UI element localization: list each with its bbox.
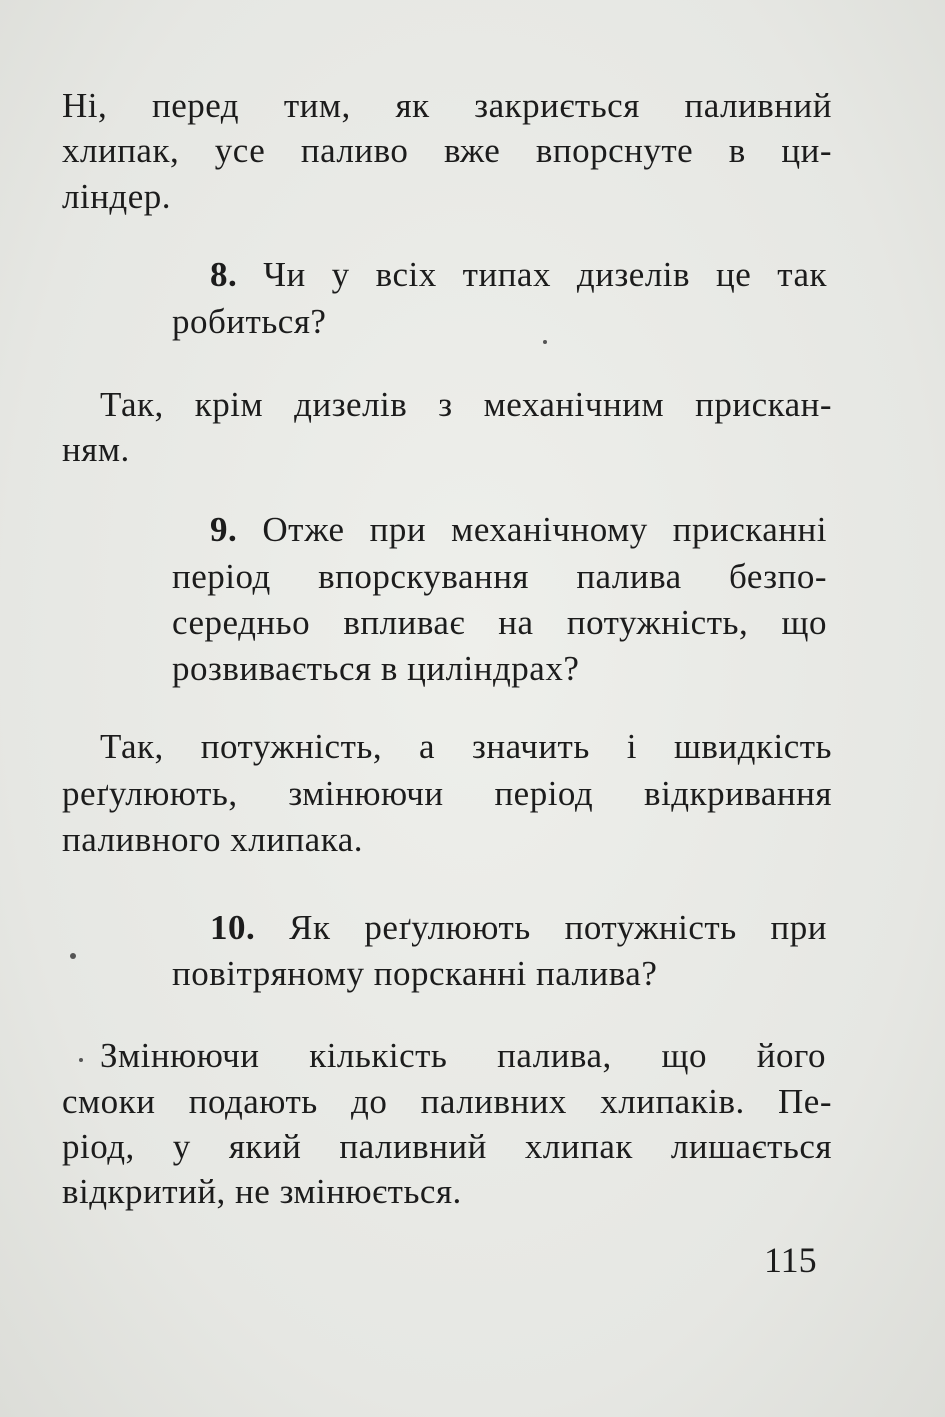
answer-line: Так, потужність, а значить і швидкість <box>100 727 832 766</box>
answer-line: паливного хлипака. <box>62 820 363 859</box>
answer-line: Ні, перед тим, як закриється паливний <box>62 86 832 125</box>
question-line: робиться? <box>172 302 327 341</box>
question-line: період впорскування палива безпо- <box>172 557 827 596</box>
question-number: 10. <box>210 908 256 947</box>
ink-speck <box>543 340 547 344</box>
answer-line: хлипак, усе паливо вже впорснуте в ци- <box>62 131 832 170</box>
answer-line: Змінюючи кількість палива, що його <box>100 1036 826 1075</box>
question-line: розвивається в циліндрах? <box>172 649 580 688</box>
answer-line: ліндер. <box>62 177 172 216</box>
question-line: середньо впливає на потужність, що <box>172 603 827 642</box>
ink-speck <box>79 1058 83 1062</box>
question-number: 8. <box>210 255 238 294</box>
page-number: 115 <box>764 1240 817 1280</box>
answer-line: смоки подають до паливних хлипаків. Пе- <box>62 1082 832 1121</box>
question-line <box>210 508 827 552</box>
question-line: повітряному порсканні палива? <box>172 954 658 993</box>
question-number: 9. <box>210 510 238 549</box>
answer-line: Так, крім дизелів з механічним прискан- <box>100 385 832 424</box>
ink-speck <box>70 953 76 959</box>
answer-line: реґулюють, змінюючи період відкривання <box>62 774 832 813</box>
question-text: Отже при механічному присканні <box>262 510 827 549</box>
question-text: Як реґулюють потужність при <box>289 908 827 947</box>
question-line <box>210 906 827 950</box>
question-line <box>210 253 827 297</box>
answer-line: ням. <box>62 430 130 469</box>
question-text: Чи у всіх типах дизелів це так <box>263 255 827 294</box>
answer-line: відкритий, не змінюється. <box>62 1172 462 1211</box>
answer-line: ріод, у який паливний хлипак лишається <box>62 1127 832 1166</box>
